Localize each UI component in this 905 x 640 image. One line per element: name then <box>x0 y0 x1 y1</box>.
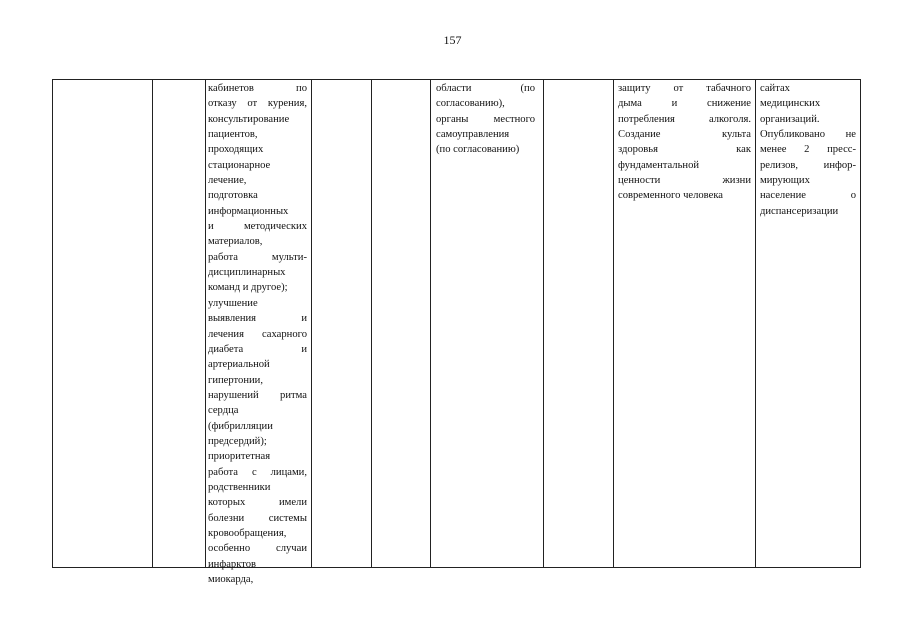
text-line: артериальной <box>208 359 270 371</box>
text-line: самоуправления <box>436 129 510 141</box>
page-number: 157 <box>443 33 462 47</box>
text-line: инфарктов <box>208 558 256 570</box>
text-line: предсердий); <box>208 435 267 447</box>
text-line: (по согласованию) <box>436 144 520 156</box>
text-line: приоритетная <box>208 451 271 463</box>
measures-cell <box>208 81 307 587</box>
executors-cell <box>436 81 535 158</box>
text-line: население о <box>760 190 856 202</box>
text-line: проходящих <box>208 144 264 156</box>
result-cell <box>618 81 751 204</box>
text-line: работа с лицами, <box>208 466 307 478</box>
text-line: области (по <box>436 83 535 94</box>
text-line: дисциплинарных <box>208 267 286 279</box>
text-line: медицинских <box>760 98 821 110</box>
text-line: нарушений ритма <box>208 389 307 401</box>
text-line: современного человека <box>618 190 724 202</box>
text-line: пациентов, <box>208 129 258 141</box>
table-top-border <box>52 79 861 80</box>
text-line: подготовка <box>208 190 258 202</box>
text-line: гипертонии, <box>208 374 263 386</box>
text-line: отказу от курения, <box>208 98 307 110</box>
text-line: органы местного <box>436 113 535 125</box>
text-line: улучшение <box>208 297 258 309</box>
text-line: защиту от табачного <box>618 83 751 94</box>
table-bottom-border <box>52 567 861 568</box>
text-line: и методических <box>208 221 307 233</box>
text-line: дыма и снижение <box>618 98 751 110</box>
text-line: миокарда, <box>208 574 254 585</box>
column-border <box>52 79 53 568</box>
text-line: консультирование <box>208 113 290 125</box>
column-border <box>430 79 431 568</box>
text-line: менее 2 пресс- <box>760 144 856 156</box>
text-line: Создание культа <box>618 129 751 141</box>
text-line: кровообращения, <box>208 527 287 539</box>
text-line: организаций. <box>760 113 820 125</box>
text-line: (фибрилляции <box>208 420 273 432</box>
column-border <box>613 79 614 568</box>
text-line: стационарное <box>208 159 271 171</box>
text-line: релизов, инфор- <box>760 159 856 171</box>
column-border <box>755 79 756 568</box>
text-line: ценности жизни <box>618 175 751 187</box>
column-border <box>371 79 372 568</box>
text-line: здоровья как <box>618 144 751 156</box>
column-border <box>311 79 312 568</box>
column-border <box>543 79 544 568</box>
text-line: кабинетов по <box>208 83 307 94</box>
text-line: выявления и <box>208 313 307 325</box>
text-line: болезни системы <box>208 512 307 524</box>
text-line: мирующих <box>760 175 810 187</box>
text-line: диспансеризации <box>760 205 839 217</box>
text-line: родственники <box>208 481 271 493</box>
text-line: команд и другое); <box>208 282 288 294</box>
table <box>52 79 861 585</box>
text-line: информационных <box>208 205 289 217</box>
text-line: сайтах <box>760 83 790 94</box>
text-line: фундаментальной <box>618 159 700 171</box>
column-border <box>860 79 861 568</box>
text-line: которых имели <box>208 497 307 509</box>
column-border <box>205 79 206 568</box>
text-line: согласованию), <box>436 98 505 110</box>
indicator-cell <box>760 81 856 219</box>
text-line: сердца <box>208 405 239 417</box>
text-line: работа мульти- <box>208 251 307 263</box>
text-line: материалов, <box>208 236 263 248</box>
text-line: диабета и <box>208 343 307 355</box>
text-line: Опубликовано не <box>760 129 856 141</box>
text-line: потребления алкоголя. <box>618 113 751 125</box>
text-line: лечения сахарного <box>208 328 307 340</box>
text-line: особенно случаи <box>208 543 307 555</box>
text-line: лечение, <box>208 175 247 187</box>
column-border <box>152 79 153 568</box>
